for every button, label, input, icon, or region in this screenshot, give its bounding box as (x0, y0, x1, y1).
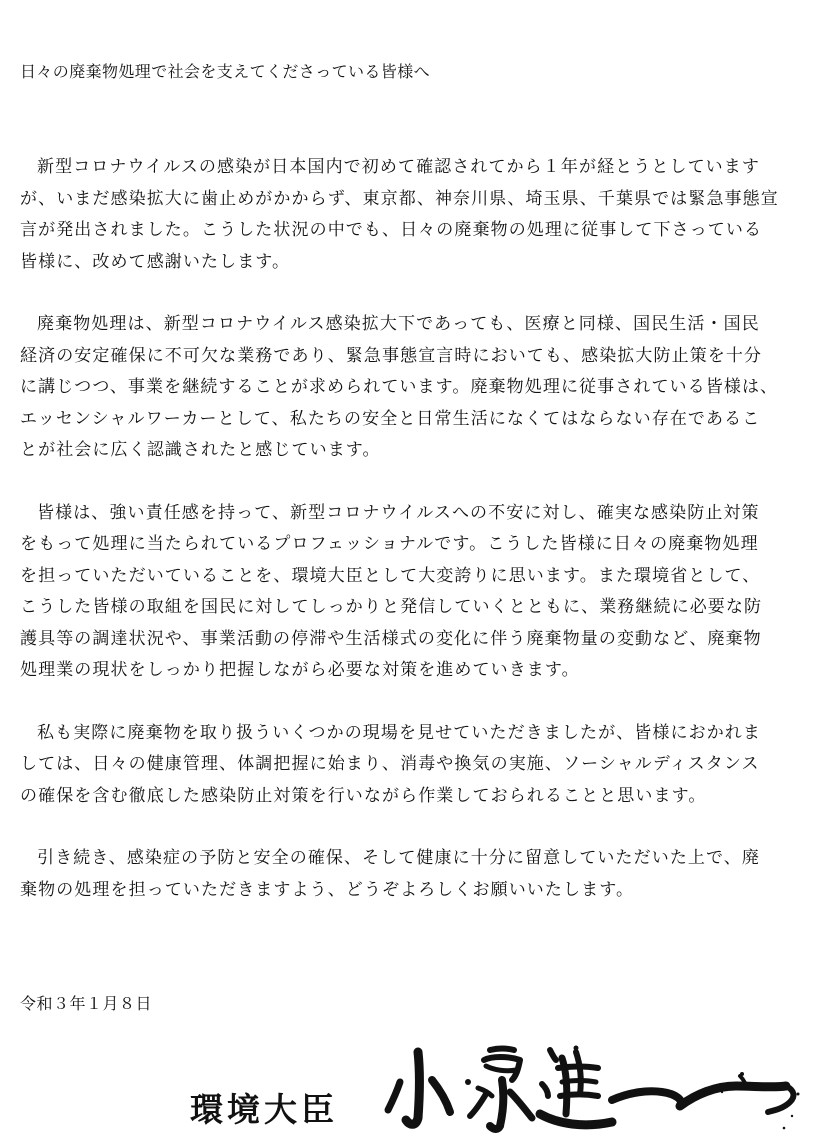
text-line: の確保を含む徹底した感染防止対策を行いながら作業しておられることと思います。 (20, 785, 707, 806)
text-line: 皆様は、強い責任感を持って、新型コロナウイルスへの不安に対し、確実な感染防止対策 (37, 502, 760, 523)
letter-body (20, 152, 810, 937)
letter-paragraph (20, 498, 810, 687)
text-line: に講じつつ、事業を継続することが求められています。廃棄物処理に従事されている皆様は、 (20, 377, 779, 397)
letter-paragraph (20, 152, 810, 278)
text-line: こうした皆様の取組を国民に対してしっかりと発信していくとともに、業務継続に必要な防 (20, 597, 763, 617)
text-line: 私も実際に廃棄物を取り扱ういくつかの現場を見せていただきましたが、皆様におかれま (37, 722, 761, 743)
text-line: エッセンシャルワーカーとして、私たちの安全と日常生活になくてはならない存在であるこ (20, 408, 761, 429)
text-line: をもって処理に当たられているプロフェッショナルです。こうした皆様に日々の廃棄物処理 (20, 534, 759, 554)
letter-paragraph (20, 718, 810, 813)
letter-salutation: 日々の廃棄物処理で社会を支えてくださっている皆様へ (20, 62, 431, 81)
text-line: 皆様に、改めて感謝いたします。 (20, 251, 291, 272)
text-line: 棄物の処理を担っていただきますよう、どうぞよろしくお願いいたします。 (20, 879, 635, 900)
text-line: 護具等の調達状況や、事業活動の停滞や生活様式の変化に伴う廃棄物量の変動など、廃棄物 (20, 628, 762, 649)
text-line: 経済の安定確保に不可欠な業務であり、緊急事態宣言時においても、感染拡大防止策を十分 (20, 345, 763, 366)
letter-date: 令和３年１月８日 (20, 994, 153, 1013)
text-line: 新型コロナウイルスの感染が日本国内で初めて確認されてから１年が経とうとしています (37, 157, 760, 177)
text-line: しては、日々の健康管理、体調把握に始まり、消毒や換気の実施、ソーシャルディスタンス (20, 754, 760, 774)
text-line: とが社会に広く認識されたと感じています。 (20, 440, 381, 460)
text-line: 引き続き、感染症の予防と安全の確保、そして健康に十分に留意していただいた上で、廃 (37, 848, 760, 868)
text-line: 処理業の現状をしっかり把握しながら必要な対策を進めていきます。 (20, 660, 580, 680)
text-line: 言が発出されました。こうした状況の中でも、日々の廃棄物の処理に従事して下さっている (20, 220, 763, 240)
text-line: が、いまだ感染拡大に歯止めがかからず、東京都、神奈川県、埼玉県、千葉県では緊急事態宣 (20, 188, 779, 209)
letter-paragraph (20, 309, 810, 467)
text-line: を担っていただいていることを、環境大臣として大変誇りに思います。また環境省として、 (20, 565, 761, 586)
text-line: 廃棄物処理は、新型コロナウイルス感染拡大下であっても、医療と同様、国民生活・国民 (37, 314, 760, 334)
handwritten-signature (380, 1030, 810, 1145)
letter-paragraph (20, 843, 810, 906)
sender-title: 環境大臣 (190, 1090, 338, 1129)
